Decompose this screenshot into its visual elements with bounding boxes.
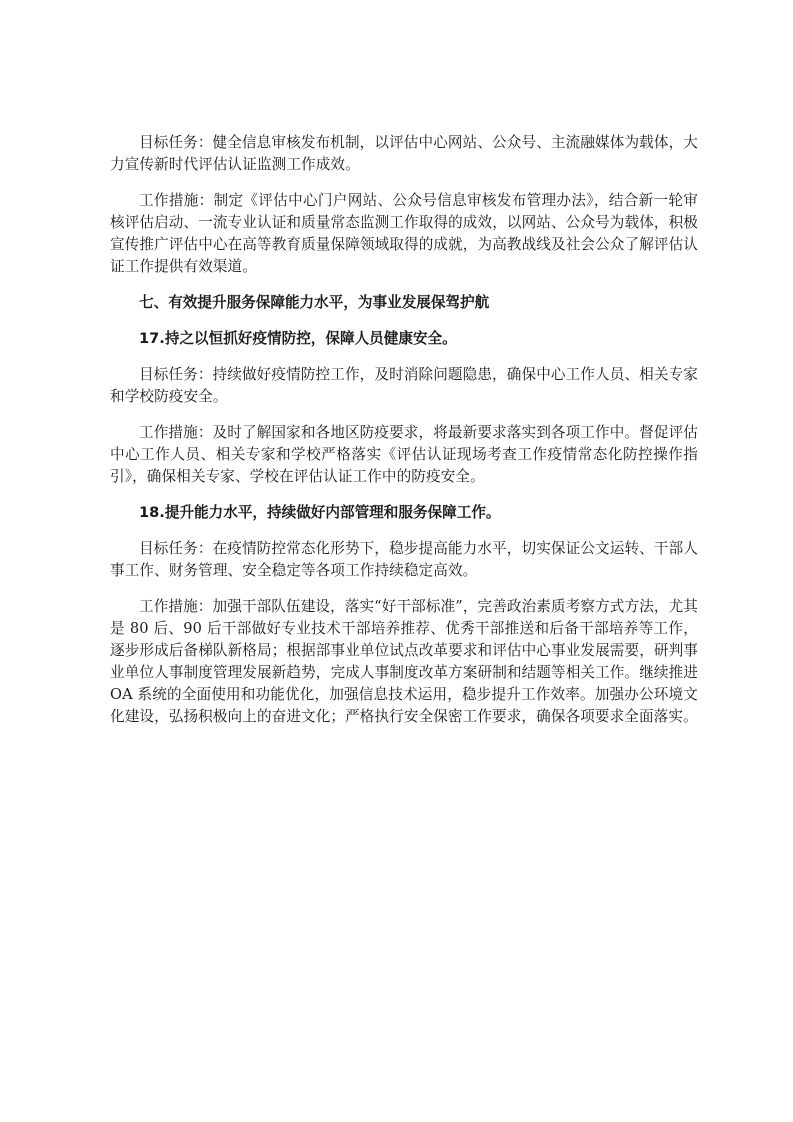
paragraph-management-goal: 目标任务：在疫情防控常态化形势下，稳步提高能力水平，切实保证公文运转、干部人事工作、财务管理、安全稳定等各项工作持续稳定高效。 (110, 540, 698, 579)
paragraph-publicity-goal: 目标任务：健全信息审核发布机制，以评估中心网站、公众号、主流融媒体为载体，大力宣传新时代评估认证监测工作成效。 (110, 134, 698, 173)
paragraph-management-measures: 工作措施：加强干部队伍建设，落实“好干部标准”，完善政治素质考察方式方法，尤其是 80 后、90 后干部做好专业技术干部培养推荐、优秀干部推送和后备干部培养等工作，逐步形成后备梯队新格局；根据部事业单位试点改革要求和评估中心事业发展需要，研判事业单位人事制度管理发展新趋势，完成人事制度改革方案研制和结题等相关工作。继续推进 OA 系统的全面使用和功能优化，加强信息技术运用，稳步提升工作效率。加强办公环境文化建设，弘扬积极向上的奋进文化；严格执行安全保密工作要求，确保各项要求全面落实。 (110, 598, 698, 725)
paragraph-epidemic-measures: 工作措施：及时了解国家和各地区防疫要求，将最新要求落实到各项工作中。督促评估中心工作人员、相关专家和学校严格落实《评估认证现场考查工作疫情常态化防控操作指引》，确保相关专家、学校在评估认证工作中的防疫安全。 (110, 424, 698, 485)
section-heading-7: 七、有效提升服务保障能力水平，为事业发展保驾护航 (139, 294, 490, 311)
paragraph-epidemic-goal: 目标任务：持续做好疫情防控工作，及时消除问题隐患，确保中心工作人员、相关专家和学校防疫安全。 (110, 366, 698, 405)
paragraph-publicity-measures: 工作措施：制定《评估中心门户网站、公众号信息审核发布管理办法》，结合新一轮审核评估启动、一流专业认证和质量常态监测工作取得的成效，以网站、公众号为载体，积极宣传推广评估中心在高等教育质量保障领域取得的成就，为高教战线及社会公众了解评估认证工作提供有效渠道。 (110, 192, 698, 275)
item-heading-18: 18.提升能力水平，持续做好内部管理和服务保障工作。 (139, 504, 501, 521)
item-heading-17: 17.持之以恒抓好疫情防控，保障人员健康安全。 (139, 330, 457, 347)
document-body (110, 132, 698, 742)
